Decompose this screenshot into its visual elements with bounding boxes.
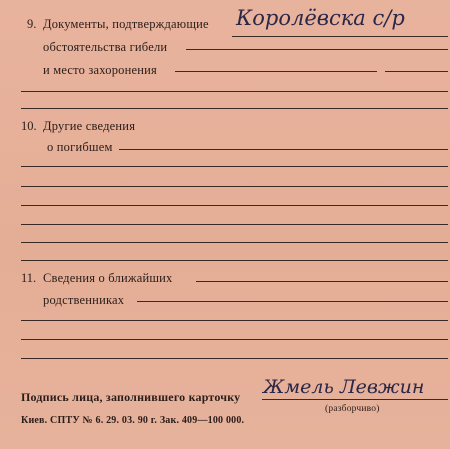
item9-fill-line2	[186, 49, 448, 50]
item10-blank-line4	[21, 224, 448, 225]
item10-blank-line2	[21, 186, 448, 187]
item9-label-line1: Документы, подтверждающие	[43, 17, 209, 31]
item10-number: 10.	[21, 119, 37, 133]
item10-fill-line1	[119, 149, 448, 150]
item10-blank-line1	[21, 166, 448, 167]
print-imprint: Киев. СПТУ № 6. 29. 03. 90 г. Зак. 409—100 000.	[21, 415, 245, 426]
item11-blank-line1	[21, 320, 448, 321]
item11-label-line1: Сведения о ближайших	[43, 271, 173, 285]
item11-fill-line2	[137, 301, 448, 302]
item10-label-line1: Другие сведения	[43, 119, 136, 133]
item9-handwritten-entry: Королёвска с/р	[236, 6, 405, 30]
signature-handwriting: Жмель Левжин	[263, 376, 425, 398]
item10-blank-line5	[21, 242, 448, 243]
item9-fill-line1	[232, 36, 448, 37]
item11-number: 11.	[21, 271, 37, 285]
item10-blank-line6	[21, 260, 448, 261]
signature-note: (разборчиво)	[325, 404, 380, 414]
item9-blank-line1	[21, 91, 448, 92]
item9-label-line2: обстоятельства гибели	[43, 40, 168, 54]
item11-blank-line3	[21, 358, 448, 359]
item9-number: 9.	[27, 17, 37, 31]
item10-label-line2: о погибшем	[47, 140, 113, 154]
item11-blank-line2	[21, 339, 448, 340]
item9-label-line3: и место захоронения	[43, 63, 157, 77]
item9-fill-line3a	[175, 71, 377, 72]
item11-fill-line1	[196, 281, 448, 282]
item11-label-line2: родственниках	[43, 293, 125, 307]
signature-fill-line	[262, 399, 448, 400]
signature-label: Подпись лица, заполнившего карточку	[21, 390, 241, 404]
item10-blank-line3	[21, 205, 448, 206]
item9-blank-line2	[21, 108, 448, 109]
item9-fill-line3b	[385, 71, 448, 72]
